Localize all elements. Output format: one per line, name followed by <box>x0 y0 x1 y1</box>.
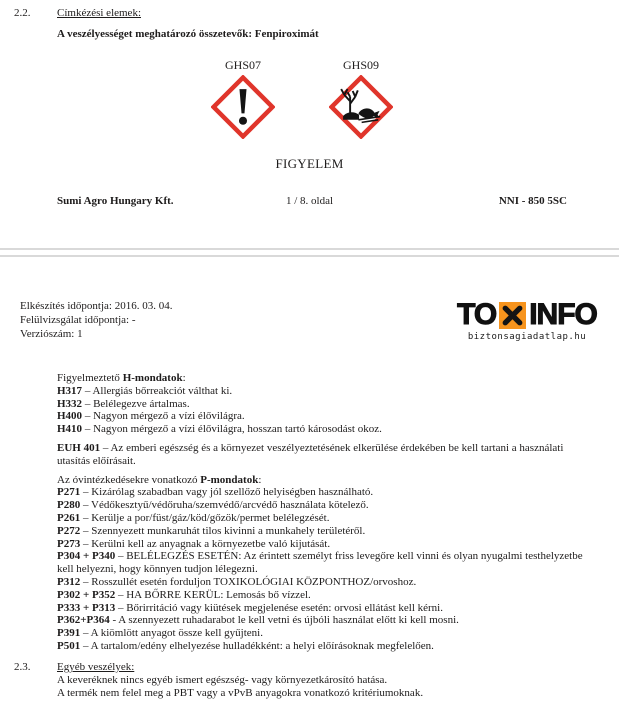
statement-text: – Bőrirritáció vagy kiütések megjelenése esetén: orvosi ellátást kell kérni. <box>117 601 443 614</box>
p-statement <box>57 640 588 653</box>
x-cross-icon <box>499 302 526 329</box>
signal-word: FIGYELEM <box>275 156 344 171</box>
statement-text: – Szennyezett munkaruhát tilos kivinni a munkahely területéről. <box>82 524 366 537</box>
statement-text: – Kizárólag szabadban vagy jól szellőző helyiségben használható. <box>82 486 374 499</box>
section-2-3-number: 2.3. <box>14 661 31 673</box>
statement-text: – BELÉLEGZÉS ESETÉN: Az érintett személyt friss levegőre kell vinni és olyan nyugalmi testhelyzetbe kell helyezni, hogy könnyen tudjon lélegezni. <box>57 550 583 576</box>
h-statement <box>57 398 588 411</box>
statement-code: EUH 401 <box>57 441 101 454</box>
statement-text: – Allergiás bőrreakciót válthat ki. <box>84 384 233 397</box>
p-statement <box>57 614 588 627</box>
statement-text: – Nagyon mérgező a vízi élővilágra, hosszan tartó károsodást okoz. <box>84 423 382 436</box>
p-statement <box>57 538 588 551</box>
hazard-statements-block <box>57 372 588 653</box>
statement-code: P312 <box>57 575 81 588</box>
statement-code: P501 <box>57 639 81 652</box>
euh-statement <box>57 442 588 468</box>
ghs09-label: GHS09 <box>342 58 379 72</box>
p-statement <box>57 627 588 640</box>
statement-code: P304 + P340 <box>57 550 116 563</box>
h-statement <box>57 423 588 436</box>
environment-icon <box>329 75 393 139</box>
statement-code: P333 + P313 <box>57 601 116 614</box>
footer-product-code: NNI - 850 5SC <box>498 195 567 207</box>
p-statement <box>57 499 588 512</box>
statement-code: H317 <box>57 384 83 397</box>
statement-text: - A szennyezett ruhadarabot le kell vetni és újbóli használat előtt ki kell mosni. <box>112 614 459 627</box>
statement-code: P273 <box>57 537 81 550</box>
statement-code: P280 <box>57 499 81 512</box>
p-statement <box>57 576 588 589</box>
statement-text: – Az emberi egészség és a környezet veszélyeztetésének elkerülése érdekében be kell tartani a használati utasítás előírásait. <box>57 441 564 467</box>
p-statement <box>57 550 588 576</box>
p-statement <box>57 525 588 538</box>
exclamation-mark-icon <box>211 75 275 139</box>
pbt-vpvb-line: A termék nem felel meg a PBT vagy a vPvB anyagokra vonatkozó kritériumoknak. <box>57 687 424 699</box>
statement-code: H400 <box>57 410 83 423</box>
page-break-line-bottom <box>0 255 619 257</box>
ghs09-pictogram <box>311 58 411 139</box>
statement-code: P391 <box>57 627 81 640</box>
section-2-2-number: 2.2. <box>14 7 31 19</box>
p-statements-intro: Az óvintézkedésekre vonatkozó P-mondatok: <box>57 473 262 486</box>
logo-website: biztonsagiadatlap.hu <box>467 332 587 342</box>
logo-text-right: INFO <box>529 298 597 331</box>
p-statement <box>57 486 588 499</box>
created-date-line: Elkészítés időpontja: 2016. 03. 04. <box>20 300 173 312</box>
other-hazards-line: A keveréknek nincs egyéb ismert egészség- vagy környezetkárosító hatása. <box>57 674 388 686</box>
statement-code: P261 <box>57 511 81 524</box>
page-break-line-top <box>0 248 619 250</box>
section-2-3-block <box>57 661 597 700</box>
statement-code: P272 <box>57 524 81 537</box>
statement-code: P362+P364 <box>57 614 110 627</box>
statement-text: – A kiömlött anyagot össze kell gyűjteni. <box>82 627 263 640</box>
statement-text: – Rosszullét esetén forduljon TOXIKOLÓGIAI KÖZPONTHOZ/orvoshoz. <box>82 575 417 588</box>
statement-text: – HA BŐRRE KERÜL: Lemosás bő vízzel. <box>117 588 311 601</box>
h-statements-intro: Figyelmeztető H-mondatok: <box>57 372 186 384</box>
statement-text: – Kerülni kell az anyagnak a környezetbe való kijutását. <box>82 537 331 550</box>
ghs07-label: GHS07 <box>224 58 261 72</box>
revision-date-line: Felülvizsgálat időpontja: - <box>20 314 136 326</box>
h-statement <box>57 385 588 398</box>
p-statement <box>57 602 588 615</box>
statement-code: P302 + P352 <box>57 588 116 601</box>
p-statement <box>57 512 588 525</box>
section-2-2-title: Címkézési elemek: <box>57 7 141 19</box>
revision-info-block <box>20 299 172 341</box>
hazard-components-line: A veszélyességet meghatározó összetevők: Fenpiroximát <box>57 28 319 40</box>
h-statement <box>57 410 588 423</box>
section-2-3-title: Egyéb veszélyek: <box>57 661 135 673</box>
version-line: Verziószám: 1 <box>20 328 83 340</box>
statement-code: H332 <box>57 397 83 410</box>
ghs07-pictogram <box>193 58 293 139</box>
statement-text: – Belélegezve ártalmas. <box>84 397 190 410</box>
footer-page-number: 1 / 8. oldal <box>285 195 334 207</box>
p-statement <box>57 589 588 602</box>
statement-text: – A tartalom/edény elhelyezése hulladékként: a helyi előírásoknak megfelelően. <box>82 639 434 652</box>
statement-code: H410 <box>57 423 83 436</box>
statement-text: – Nagyon mérgező a vízi élővilágra. <box>84 410 245 423</box>
statement-code: P271 <box>57 486 81 499</box>
footer-company: Sumi Agro Hungary Kft. <box>57 195 174 207</box>
statement-text: – Védőkesztyű/védőruha/szemvédő/arcvédő használata kötelező. <box>82 499 369 512</box>
statement-text: – Kerülje a por/füst/gáz/köd/gőzök/permet belélegzését. <box>82 511 330 524</box>
toxinfo-logo <box>452 298 602 342</box>
logo-text-left: TO <box>457 298 497 331</box>
